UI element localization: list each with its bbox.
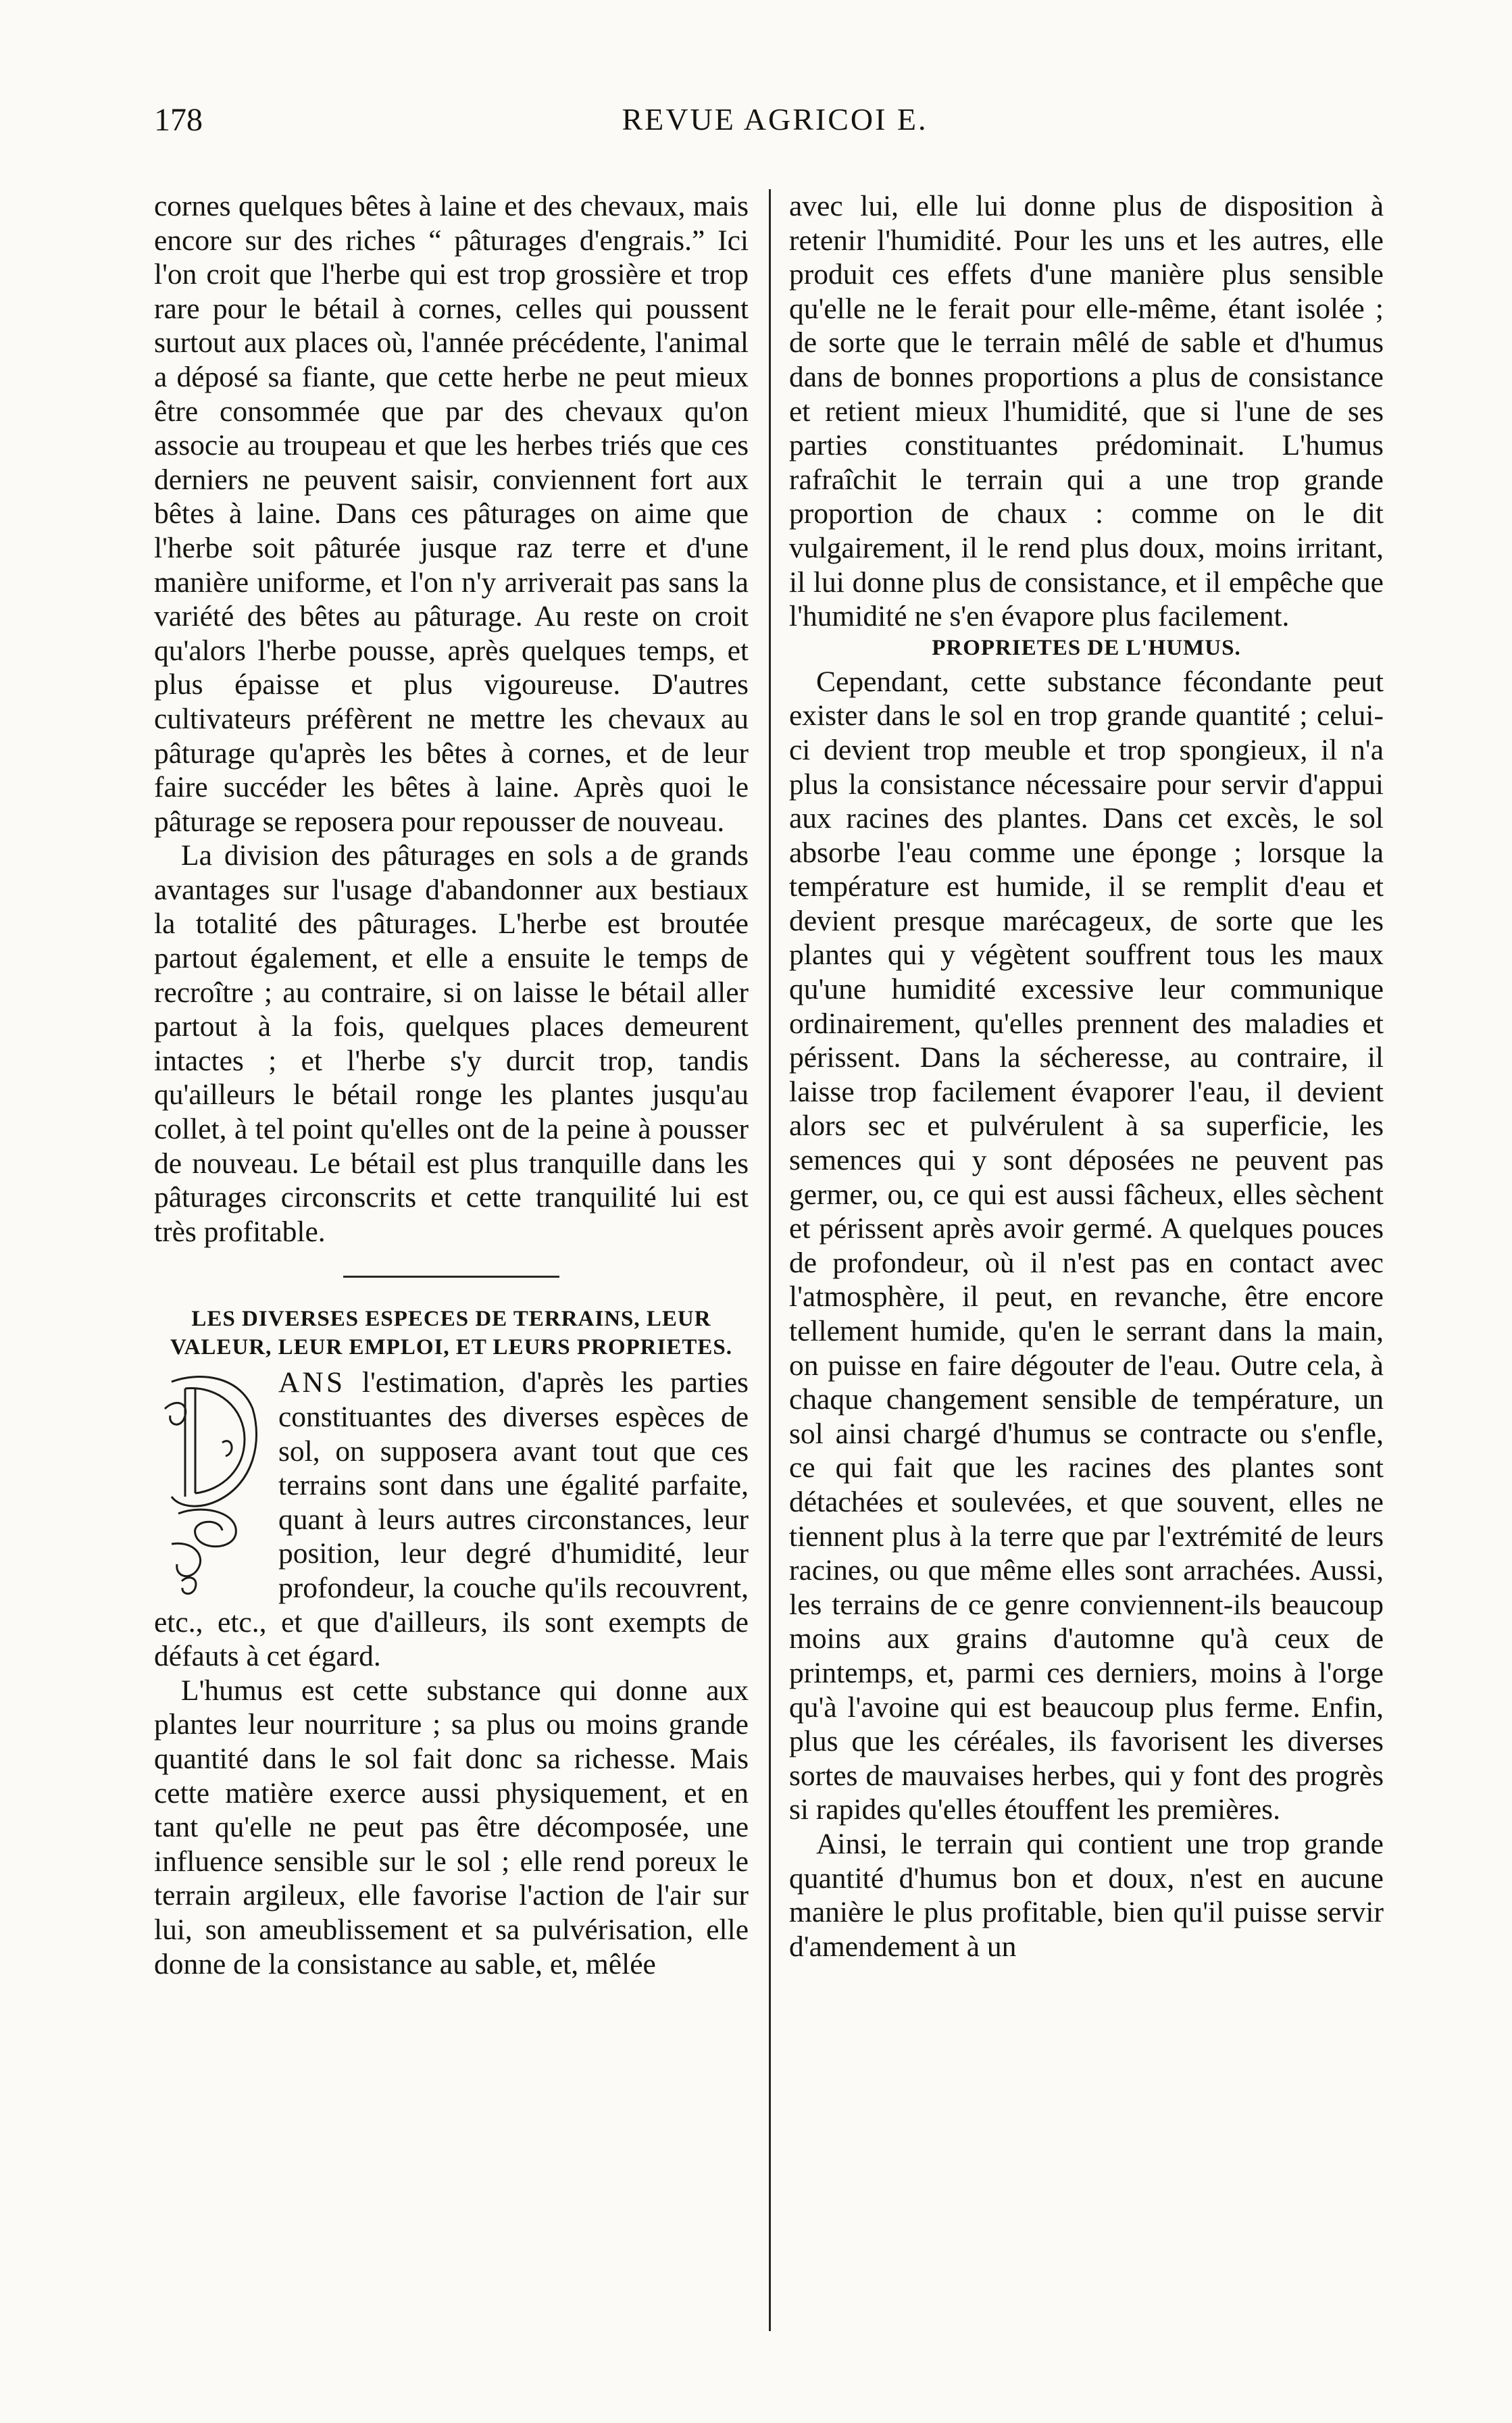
paragraph: Cependant, cette substance fécondante peut exister dans le sol en trop grande quantité ; celui-ci devient trop meuble et trop spongieux, il n'a plus la consistance nécessaire pour servir d'appui aux racines des plantes. Dans cet excès, le sol absorbe l'eau comme une éponge ; lorsque la température est humide, il se remplit d'eau et devient presque marécageux, de sorte que les plantes qui y végètent souffrent tous les maux qu'une humidité excessive leur communique ordinairement, qu'elles prennent des maladies et périssent. Dans la sécheresse, au contraire, il laisse trop facilement évaporer l'eau, il devient alors sec et pulvérulent à sa superficie, les semences qui y sont déposées ne peuvent pas germer, ou, ce qui est aussi fâcheux, elles sèchent et périssent après avoir germé. A quelques pouces de profondeur, où il n'est pas en contact avec l'atmosphère, il peut, en revanche, être encore tellement humide, qu'en le serrant dans la main, on puisse en faire dégouter de l'eau. Outre cela, à chaque changement sensible de température, un sol ainsi chargé d'humus se contracte ou s'enfle, ce qui fait que les racines des plantes sont détachées et soulevées, et que souvent, elles ne tiennent plus à la terre que par l'extrémité de leurs racines, ou que même elles sont arrachées. Aussi, les terrains de ce genre conviennent-ils beaucoup moins aux grains d'automne qu'à ceux de printemps, et, parmi ces derniers, moins à l'orge qu'à l'avoine qui est beaucoup plus ferme. Enfin, plus que les céréales, ils favorisent les diverses sortes de mauvaises herbes, qui y font des progrès si rapides qu'elles étouffent les premières. <box>789 665 1384 1826</box>
left-column <box>154 189 749 2351</box>
dropcap-word-rest: ANS <box>278 1366 346 1399</box>
column-rule <box>769 189 771 2331</box>
ornate-dropcap-d <box>158 1368 266 1601</box>
paragraph-text: l'estimation, d'après les parties constituantes des diverses espèces de sol, on supposera avant tout que ces terrains sont dans une égalité parfaite, quant à leurs autres circonstances, leur position, leur degré d'humidité, leur profondeur, la couche qu'ils recouvrent, etc., etc., et que d'ailleurs, ils sont exempts de défauts à cet égard. <box>154 1366 749 1673</box>
paragraph: L'humus est cette substance qui donne aux plantes leur nourriture ; sa plus ou moins grande quantité dans le sol fait donc sa richesse. Mais cette matière exerce aussi physiquement, et en tant qu'elle ne peut pas être décomposée, une influence sensible sur le sol ; elle rend poreux le terrain argileux, elle favorise l'action de l'air sur lui, son ameublissement et sa pulvérisation, elle donne de la consistance au sable, et, mêlée <box>154 1674 749 1980</box>
paragraph: La division des pâturages en sols a de grands avantages sur l'usage d'abandonner aux bestiaux la totalité des pâturages. L'herbe est broutée partout également, et elle a ensuite le temps de recroître ; au contraire, si on laisse le bétail aller partout à la fois, quelques places demeurent intactes ; et l'herbe s'y durcit trop, tandis qu'ailleurs le bétail ronge les plantes jusqu'au collet, à tel point qu'elles ont de la peine à pousser de nouveau. Le bétail est plus tranquille dans les pâturages circonscrits et cette tranquilité lui est très profitable. <box>154 839 749 1248</box>
section-heading: PROPRIETES DE L'HUMUS. <box>932 635 1241 660</box>
paragraph: Ainsi, le terrain qui contient une trop grande quantité d'humus bon et doux, n'est en aucune manière le plus profitable, bien qu'il puisse servir d'amendement à un <box>789 1827 1384 1963</box>
paragraph: cornes quelques bêtes à laine et des chevaux, mais encore sur des riches “ pâturages d'engrais.” Ici l'on croit que l'herbe qui est trop grossière et trop rare pour le bétail à cornes, celles qui poussent surtout aux places où, l'année précédente, l'animal a déposé sa fiante, que cette herbe ne peut mieux être consommée que par des chevaux qu'on associe au troupeau et que les herbes triés que ces derniers ne peuvent saisir, conviennent fort aux bêtes à laine. Dans ces pâturages on aime que l'herbe soit pâturée jusque raz terre et d'une manière uniforme, et l'on n'y arriverait pas sans la variété des bêtes au pâturage. Au reste on croit qu'alors l'herbe pousse, après quelques temps, et plus épaisse et plus vigoureuse. D'autres cultivateurs préfèrent ne mettre les chevaux au pâturage qu'après les bêtes à cornes, et de leur faire succéder les bêtes à laine. Après quoi le pâturage se reposera pour repousser de nouveau. <box>154 190 749 838</box>
section-heading: LES DIVERSES ESPECES DE TERRAINS, LEUR VALEUR, LEUR EMPLOI, ET LEURS PROPRIETES. <box>170 1307 732 1360</box>
right-column <box>789 189 1384 2351</box>
page-number: 178 <box>154 102 203 138</box>
dropcap-paragraph <box>154 1366 749 1673</box>
section-divider <box>343 1276 559 1278</box>
running-title: REVUE AGRICOI E. <box>622 102 928 136</box>
page-header <box>154 101 1396 149</box>
paragraph: avec lui, elle lui donne plus de disposition à retenir l'humidité. Pour les uns et les autres, elle produit ces effets d'une manière plus sensible qu'elle ne le ferait pour elle-même, étant isolée ; de sorte que le terrain mêlé de sable et d'humus dans de bonnes proportions a plus de consistance et retient mieux l'humidité, que si l'une de ses parties constituantes prédominait. L'humus rafraîchit le terrain qui a une trop grande proportion de chaux : comme on le dit vulgairement, il le rend plus doux, moins irritant, il lui donne plus de consistance, et il empêche que l'humidité ne s'en évapore plus facilement. <box>789 190 1384 633</box>
